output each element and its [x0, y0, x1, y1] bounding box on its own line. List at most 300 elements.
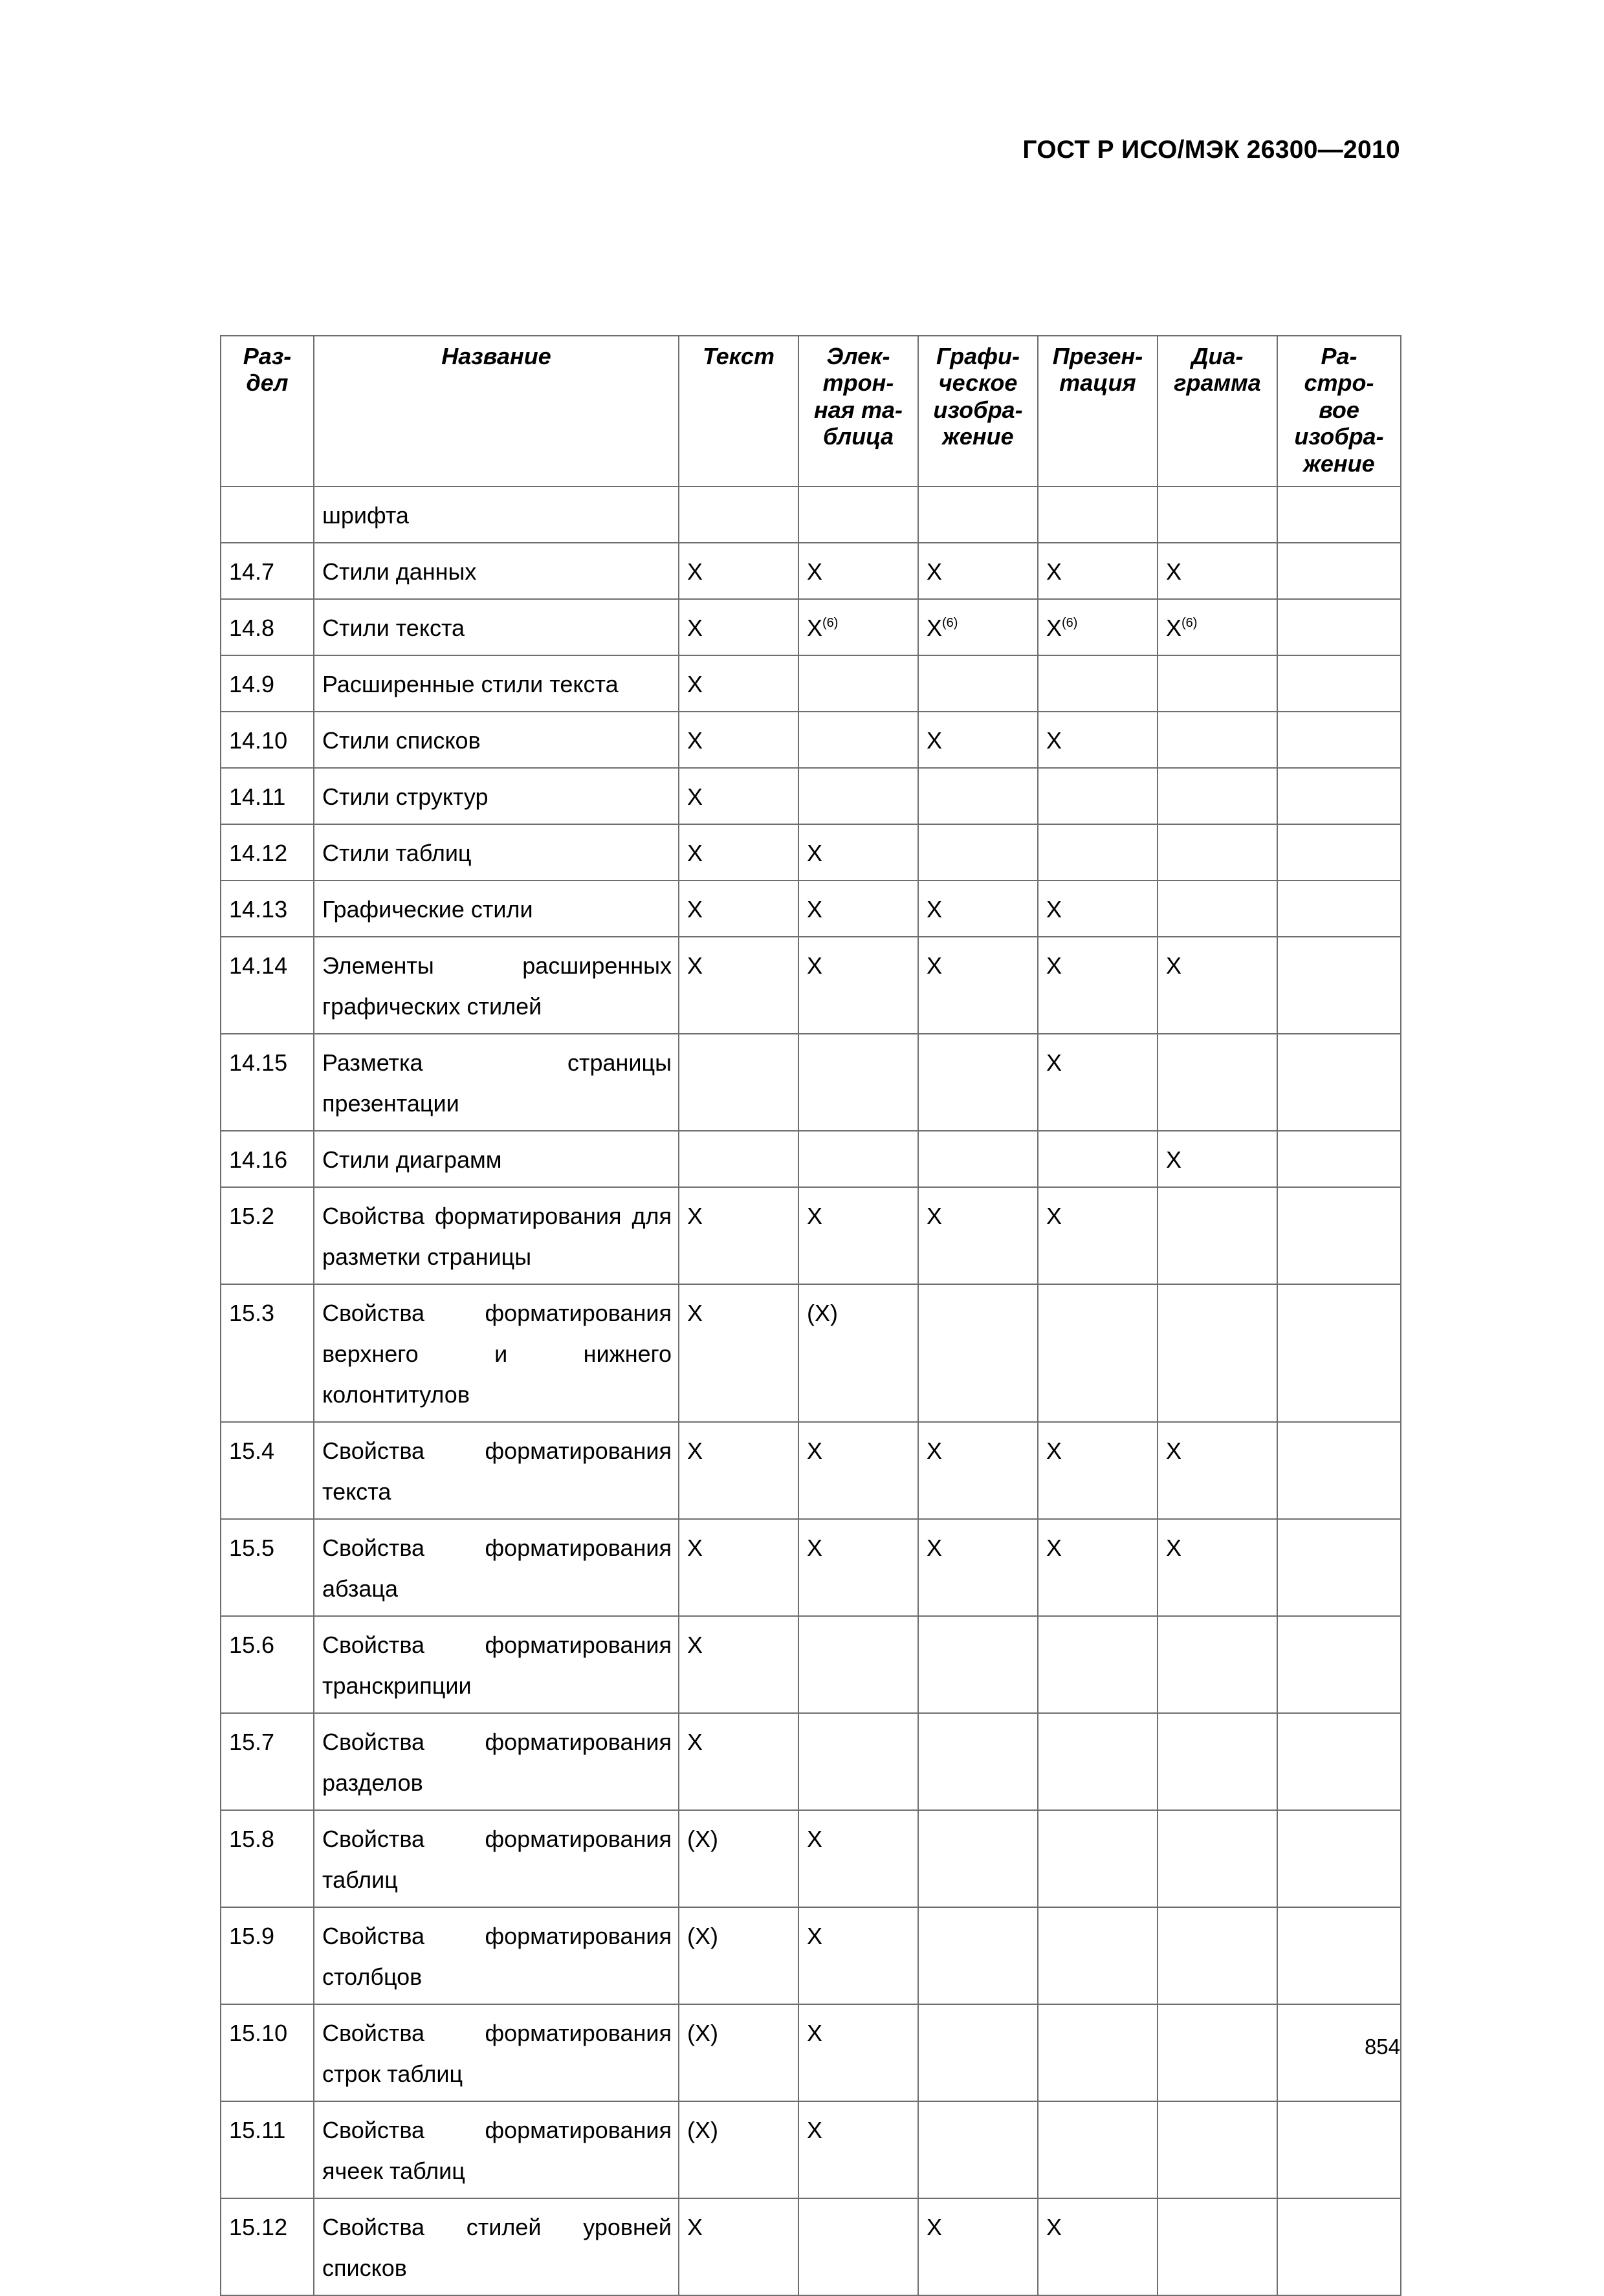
cell-name	[314, 487, 679, 543]
cell-name	[314, 1810, 679, 1907]
cell-image	[1277, 937, 1401, 1034]
cell-value: шрифта	[322, 501, 409, 529]
cell-image	[1277, 655, 1401, 712]
header-section	[221, 336, 314, 487]
cell-chart	[1158, 1034, 1277, 1131]
cell-value: X	[1166, 614, 1182, 641]
cell-spreadsheet	[798, 1907, 918, 2004]
cell-chart	[1158, 599, 1277, 655]
cell-presentation	[1038, 1907, 1158, 2004]
header-label: Раз- дел	[243, 343, 292, 397]
header-label: Графи- ческое изобра- жение	[933, 343, 1023, 450]
cell-section	[221, 768, 314, 824]
cell-value: X	[807, 1202, 823, 1229]
cell-value: X	[1046, 558, 1062, 585]
cell-value: 15.12	[229, 2213, 288, 2240]
cell-value: Свойства форматирования текста	[322, 1437, 672, 1505]
cell-value: X	[1166, 558, 1182, 585]
cell-value: X	[927, 1437, 943, 1464]
cell-text	[679, 824, 798, 880]
cell-value: 15.10	[229, 2019, 288, 2046]
cell-value: Свойства форматирования верхнего и нижнего колонтитулов	[322, 1299, 672, 1408]
cell-presentation	[1038, 824, 1158, 880]
cell-image	[1277, 1187, 1401, 1284]
cell-chart	[1158, 1713, 1277, 1810]
cell-drawing	[918, 824, 1038, 880]
cell-value: 15.7	[229, 1728, 275, 1755]
cell-value: 15.9	[229, 1922, 275, 1949]
cell-chart	[1158, 1616, 1277, 1713]
cell-section	[221, 487, 314, 543]
header-spreadsheet	[798, 336, 918, 487]
cell-image	[1277, 1034, 1401, 1131]
cell-name	[314, 712, 679, 768]
cell-value: 15.11	[229, 2116, 286, 2143]
cell-value: X	[1046, 1049, 1062, 1076]
cell-text	[679, 768, 798, 824]
cell-presentation	[1038, 1422, 1158, 1519]
table-row	[221, 937, 1401, 1034]
cell-text	[679, 1422, 798, 1519]
cell-value: 14.12	[229, 839, 288, 866]
cell-value: Свойства стилей уровней списков	[322, 2213, 672, 2281]
cell-section	[221, 1519, 314, 1616]
cell-drawing	[918, 768, 1038, 824]
cell-drawing	[918, 1284, 1038, 1422]
cell-value: Свойства форматирования ячеек таблиц	[322, 2116, 672, 2184]
footnote-ref: (6)	[1062, 615, 1078, 630]
cell-value: 15.4	[229, 1437, 275, 1464]
cell-spreadsheet	[798, 1284, 918, 1422]
cell-spreadsheet	[798, 1131, 918, 1187]
cell-section	[221, 1284, 314, 1422]
cell-value: X	[927, 895, 943, 923]
cell-value: Элементы расширенных графических стилей	[322, 952, 672, 1020]
cell-spreadsheet	[798, 2198, 918, 2295]
cell-chart	[1158, 768, 1277, 824]
cell-value: X	[687, 670, 703, 697]
cell-value: X	[687, 1299, 703, 1326]
cell-value: X	[687, 952, 703, 979]
cell-drawing	[918, 1713, 1038, 1810]
cell-value: X	[807, 2019, 823, 2046]
cell-name	[314, 1422, 679, 1519]
cell-image	[1277, 1284, 1401, 1422]
cell-chart	[1158, 1810, 1277, 1907]
cell-spreadsheet	[798, 2004, 918, 2101]
cell-chart	[1158, 2004, 1277, 2101]
cell-spreadsheet	[798, 1519, 918, 1616]
cell-value: Свойства форматирования строк таблиц	[322, 2019, 672, 2087]
cell-value: X	[687, 1631, 703, 1658]
table-row	[221, 712, 1401, 768]
cell-chart	[1158, 2198, 1277, 2295]
cell-image	[1277, 1616, 1401, 1713]
cell-value: X	[1046, 614, 1062, 641]
cell-image	[1277, 768, 1401, 824]
cell-value: X	[687, 839, 703, 866]
cell-name	[314, 655, 679, 712]
cell-spreadsheet	[798, 880, 918, 937]
table-row	[221, 2004, 1401, 2101]
cell-value: X	[807, 895, 823, 923]
cell-value: X	[927, 2213, 943, 2240]
cell-section	[221, 937, 314, 1034]
table-row	[221, 1034, 1401, 1131]
cell-value: X	[1046, 727, 1062, 754]
cell-drawing	[918, 599, 1038, 655]
cell-drawing	[918, 487, 1038, 543]
header-chart	[1158, 336, 1277, 487]
cell-image	[1277, 487, 1401, 543]
cell-presentation	[1038, 1616, 1158, 1713]
cell-spreadsheet	[798, 1187, 918, 1284]
cell-value: X	[807, 1437, 823, 1464]
cell-value: X	[807, 1534, 823, 1561]
table-row	[221, 880, 1401, 937]
cell-text	[679, 1810, 798, 1907]
header-name	[314, 336, 679, 487]
cell-section	[221, 880, 314, 937]
header-text	[679, 336, 798, 487]
cell-text	[679, 1131, 798, 1187]
cell-value: Стили списков	[322, 727, 481, 754]
cell-presentation	[1038, 937, 1158, 1034]
cell-text	[679, 712, 798, 768]
cell-spreadsheet	[798, 1034, 918, 1131]
cell-value: X	[687, 1437, 703, 1464]
cell-name	[314, 2004, 679, 2101]
cell-section	[221, 1422, 314, 1519]
cell-image	[1277, 1422, 1401, 1519]
cell-image	[1277, 824, 1401, 880]
cell-value: X	[1166, 952, 1182, 979]
cell-text	[679, 1907, 798, 2004]
cell-value: Свойства форматирования столбцов	[322, 1922, 672, 1990]
cell-text	[679, 880, 798, 937]
cell-chart	[1158, 937, 1277, 1034]
cell-drawing	[918, 1187, 1038, 1284]
table-row	[221, 1422, 1401, 1519]
cell-spreadsheet	[798, 655, 918, 712]
cell-section	[221, 2004, 314, 2101]
cell-spreadsheet	[798, 1616, 918, 1713]
cell-chart	[1158, 543, 1277, 599]
cell-drawing	[918, 937, 1038, 1034]
cell-value: X	[1046, 2213, 1062, 2240]
cell-value: Свойства форматирования абзаца	[322, 1534, 672, 1602]
cell-chart	[1158, 2101, 1277, 2198]
cell-value: X	[927, 614, 943, 641]
cell-value: 14.14	[229, 952, 288, 979]
cell-image	[1277, 543, 1401, 599]
cell-value: 14.16	[229, 1146, 288, 1173]
cell-value: Свойства форматирования для разметки страницы	[322, 1202, 672, 1270]
table-row	[221, 768, 1401, 824]
cell-value: 15.3	[229, 1299, 275, 1326]
cell-image	[1277, 599, 1401, 655]
cell-value: Стили текста	[322, 614, 465, 641]
cell-name	[314, 2198, 679, 2295]
cell-drawing	[918, 1907, 1038, 2004]
table-row	[221, 1907, 1401, 2004]
cell-value: 15.8	[229, 1825, 275, 1852]
header-raster-image	[1277, 336, 1401, 487]
cell-presentation	[1038, 1034, 1158, 1131]
cell-presentation	[1038, 2198, 1158, 2295]
cell-image	[1277, 1907, 1401, 2004]
cell-section	[221, 1131, 314, 1187]
cell-section	[221, 1616, 314, 1713]
cell-presentation	[1038, 1187, 1158, 1284]
cell-name	[314, 1713, 679, 1810]
cell-presentation	[1038, 1810, 1158, 1907]
table-row	[221, 2198, 1401, 2295]
cell-image	[1277, 1713, 1401, 1810]
cell-value: 15.5	[229, 1534, 275, 1561]
cell-text	[679, 937, 798, 1034]
cell-value: X	[807, 1825, 823, 1852]
cell-value: 14.11	[229, 783, 286, 810]
cell-value: X	[1166, 1437, 1182, 1464]
cell-presentation	[1038, 599, 1158, 655]
cell-chart	[1158, 712, 1277, 768]
cell-drawing	[918, 880, 1038, 937]
cell-chart	[1158, 1187, 1277, 1284]
cell-name	[314, 2101, 679, 2198]
cell-value: X	[687, 783, 703, 810]
cell-value: X	[927, 727, 943, 754]
cell-value: X	[927, 1534, 943, 1561]
cell-drawing	[918, 1131, 1038, 1187]
cell-drawing	[918, 712, 1038, 768]
cell-section	[221, 1907, 314, 2004]
cell-section	[221, 824, 314, 880]
cell-value: 14.13	[229, 895, 288, 923]
cell-value: X	[1166, 1534, 1182, 1561]
cell-value: Разметка страницы презентации	[322, 1049, 672, 1117]
cell-value: X	[807, 558, 823, 585]
header-label: Ра- стро- вое изобра- жение	[1294, 343, 1384, 477]
cell-section	[221, 1034, 314, 1131]
cell-drawing	[918, 1034, 1038, 1131]
cell-value: X	[687, 1534, 703, 1561]
cell-name	[314, 1187, 679, 1284]
cell-value: X	[687, 1202, 703, 1229]
cell-value: X	[927, 1202, 943, 1229]
cell-value: X	[687, 558, 703, 585]
cell-text	[679, 487, 798, 543]
cell-spreadsheet	[798, 543, 918, 599]
cell-chart	[1158, 1284, 1277, 1422]
cell-section	[221, 1187, 314, 1284]
cell-drawing	[918, 2198, 1038, 2295]
cell-presentation	[1038, 487, 1158, 543]
cell-section	[221, 599, 314, 655]
cell-value: Стили структур	[322, 783, 489, 810]
cell-value: X	[1046, 1202, 1062, 1229]
cell-spreadsheet	[798, 712, 918, 768]
cell-value: Свойства форматирования транскрипции	[322, 1631, 672, 1699]
cell-name	[314, 937, 679, 1034]
table-row	[221, 824, 1401, 880]
cell-spreadsheet	[798, 487, 918, 543]
cell-chart	[1158, 487, 1277, 543]
cell-value: (X)	[687, 2116, 718, 2143]
cell-text	[679, 1284, 798, 1422]
footnote-ref: (6)	[1181, 615, 1198, 630]
cell-value: 14.7	[229, 558, 275, 585]
cell-drawing	[918, 1519, 1038, 1616]
cell-name	[314, 768, 679, 824]
cell-text	[679, 1713, 798, 1810]
cell-value: X	[687, 2213, 703, 2240]
table-row	[221, 2101, 1401, 2198]
cell-value: 14.10	[229, 727, 288, 754]
cell-spreadsheet	[798, 768, 918, 824]
cell-value: X	[807, 839, 823, 866]
cell-presentation	[1038, 1519, 1158, 1616]
cell-spreadsheet	[798, 599, 918, 655]
cell-text	[679, 2101, 798, 2198]
cell-presentation	[1038, 2101, 1158, 2198]
cell-section	[221, 2101, 314, 2198]
cell-chart	[1158, 1422, 1277, 1519]
cell-value: X	[687, 895, 703, 923]
cell-text	[679, 655, 798, 712]
cell-drawing	[918, 543, 1038, 599]
table-row	[221, 1284, 1401, 1422]
cell-value: Свойства форматирования разделов	[322, 1728, 672, 1796]
cell-value: X	[807, 1922, 823, 1949]
footnote-ref: (6)	[942, 615, 958, 630]
table-row	[221, 543, 1401, 599]
cell-name	[314, 1034, 679, 1131]
cell-section	[221, 712, 314, 768]
cell-value: X	[1046, 952, 1062, 979]
table-row	[221, 655, 1401, 712]
cell-text	[679, 543, 798, 599]
cell-section	[221, 543, 314, 599]
table-row	[221, 1519, 1401, 1616]
cell-presentation	[1038, 2004, 1158, 2101]
cell-text	[679, 2198, 798, 2295]
cell-text	[679, 1034, 798, 1131]
cell-text	[679, 1519, 798, 1616]
cell-name	[314, 1616, 679, 1713]
cell-drawing	[918, 1422, 1038, 1519]
cell-spreadsheet	[798, 1810, 918, 1907]
cell-value: 15.6	[229, 1631, 275, 1658]
cell-presentation	[1038, 712, 1158, 768]
document-header: ГОСТ Р ИСО/МЭК 26300—2010	[1022, 136, 1400, 164]
cell-image	[1277, 2198, 1401, 2295]
cell-value: Стили диаграмм	[322, 1146, 502, 1173]
table-row	[221, 599, 1401, 655]
cell-name	[314, 599, 679, 655]
cell-presentation	[1038, 880, 1158, 937]
cell-chart	[1158, 824, 1277, 880]
cell-value: Расширенные стили текста	[322, 670, 619, 697]
cell-drawing	[918, 2101, 1038, 2198]
cell-value: Стили данных	[322, 558, 477, 585]
cell-text	[679, 2004, 798, 2101]
cell-value: Графические стили	[322, 895, 533, 923]
cell-chart	[1158, 1131, 1277, 1187]
cell-image	[1277, 1810, 1401, 1907]
cell-value: 14.8	[229, 614, 275, 641]
cell-spreadsheet	[798, 1713, 918, 1810]
table-row	[221, 1810, 1401, 1907]
cell-name	[314, 1907, 679, 2004]
header-label: Диа- грамма	[1174, 343, 1261, 397]
cell-text	[679, 1616, 798, 1713]
cell-spreadsheet	[798, 1422, 918, 1519]
cell-name	[314, 880, 679, 937]
cell-value: X	[687, 1728, 703, 1755]
compatibility-table	[220, 335, 1401, 2296]
cell-drawing	[918, 1810, 1038, 1907]
cell-value: X	[687, 614, 703, 641]
cell-image	[1277, 712, 1401, 768]
table-body	[221, 487, 1401, 2295]
cell-value: (X)	[687, 1922, 718, 1949]
table-row	[221, 1131, 1401, 1187]
cell-drawing	[918, 1616, 1038, 1713]
table-row	[221, 1616, 1401, 1713]
cell-value: (X)	[687, 2019, 718, 2046]
cell-chart	[1158, 880, 1277, 937]
cell-name	[314, 1284, 679, 1422]
cell-value: X	[1166, 1146, 1182, 1173]
cell-spreadsheet	[798, 824, 918, 880]
cell-spreadsheet	[798, 2101, 918, 2198]
cell-value: Свойства форматирования таблиц	[322, 1825, 672, 1893]
cell-value: 15.2	[229, 1202, 275, 1229]
cell-value: X	[927, 952, 943, 979]
cell-spreadsheet	[798, 937, 918, 1034]
cell-chart	[1158, 1907, 1277, 2004]
cell-value: X	[807, 952, 823, 979]
cell-name	[314, 543, 679, 599]
cell-name	[314, 1519, 679, 1616]
cell-value: X	[807, 2116, 823, 2143]
cell-drawing	[918, 655, 1038, 712]
cell-value: (X)	[687, 1825, 718, 1852]
cell-value: X	[1046, 895, 1062, 923]
table-header-row	[221, 336, 1401, 487]
page-number: 854	[1364, 2035, 1400, 2059]
header-label: Название	[441, 343, 551, 369]
cell-value: X	[687, 727, 703, 754]
cell-value: X	[1046, 1437, 1062, 1464]
cell-drawing	[918, 2004, 1038, 2101]
cell-chart	[1158, 1519, 1277, 1616]
header-label: Текст	[703, 343, 775, 369]
cell-presentation	[1038, 543, 1158, 599]
cell-value: (X)	[807, 1299, 838, 1326]
cell-text	[679, 1187, 798, 1284]
footnote-ref: (6)	[822, 615, 839, 630]
cell-image	[1277, 2101, 1401, 2198]
cell-section	[221, 1810, 314, 1907]
cell-presentation	[1038, 1284, 1158, 1422]
cell-section	[221, 2198, 314, 2295]
table-row	[221, 1713, 1401, 1810]
cell-section	[221, 655, 314, 712]
cell-image	[1277, 1519, 1401, 1616]
cell-value: Стили таблиц	[322, 839, 472, 866]
